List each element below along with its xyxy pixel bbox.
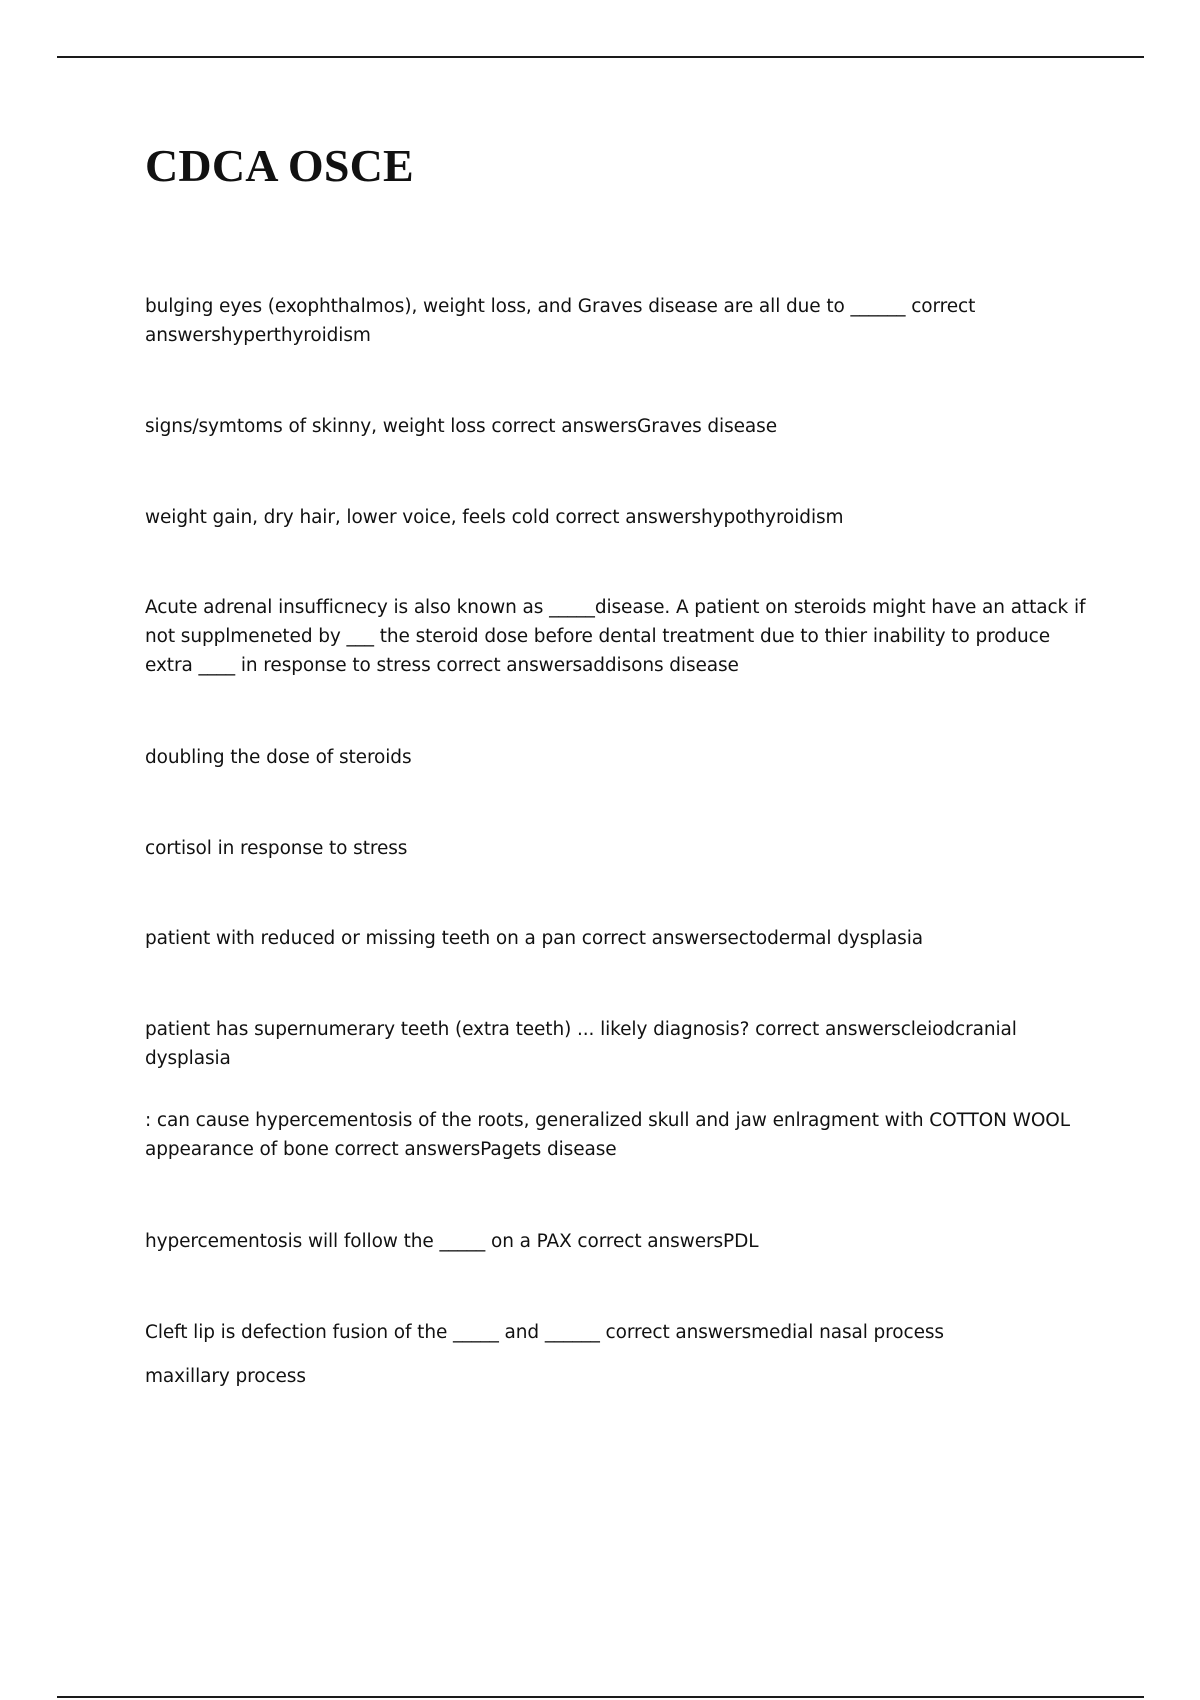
qa-line: maxillary process — [145, 1366, 306, 1387]
qa-line: patient has supernumerary teeth (extra teeth) ... likely diagnosis? correct answerscleiodcranial dysplasia — [145, 1019, 1017, 1069]
qa-line: answershyperthyroidism — [145, 325, 371, 346]
qa-entry-8 — [145, 1015, 1090, 1073]
qa-line: patient with reduced or missing teeth on a pan correct answersectodermal dysplasia — [145, 928, 923, 949]
qa-line: doubling the dose of steroids — [145, 747, 412, 768]
qa-line: hypercementosis will follow the _____ on a PAX correct answersPDL — [145, 1231, 759, 1252]
qa-line: bulging eyes (exophthalmos), weight loss, and Graves disease are all due to ______ correct — [145, 296, 976, 317]
qa-line: cortisol in response to stress — [145, 838, 408, 859]
top-rule — [57, 56, 1144, 58]
qa-entry-2 — [145, 412, 1090, 441]
qa-entry-4 — [145, 593, 1090, 680]
qa-line: Cleft lip is defection fusion of the _____ and ______ correct answersmedial nasal process — [145, 1322, 944, 1343]
qa-entry-5 — [145, 743, 1090, 772]
qa-line: appearance of bone correct answersPagets disease — [145, 1139, 617, 1160]
qa-line: not supplmeneted by ___ the steroid dose before dental treatment due to thier inability to produce — [145, 626, 1051, 647]
qa-entry-9 — [145, 1106, 1090, 1164]
qa-entry-12 — [145, 1362, 1090, 1391]
qa-line: : can cause hypercementosis of the roots, generalized skull and jaw enlragment with COTTON WOOL — [145, 1110, 1070, 1131]
qa-line: extra ____ in response to stress correct answersaddisons disease — [145, 655, 739, 676]
page-title: CDCA OSCE — [145, 140, 414, 191]
qa-entry-1 — [145, 292, 1090, 350]
qa-entry-6 — [145, 834, 1090, 863]
qa-line: signs/symtoms of skinny, weight loss correct answersGraves disease — [145, 416, 777, 437]
document-body — [145, 140, 1090, 193]
qa-line: weight gain, dry hair, lower voice, feels cold correct answershypothyroidism — [145, 507, 844, 528]
qa-entry-7 — [145, 924, 1090, 953]
qa-entry-10 — [145, 1227, 1090, 1256]
qa-entry-3 — [145, 503, 1090, 532]
bottom-rule — [57, 1696, 1144, 1698]
qa-entry-11 — [145, 1318, 1090, 1347]
qa-line: Acute adrenal insufficnecy is also known as _____disease. A patient on steroids might have an attack if — [145, 597, 1086, 618]
